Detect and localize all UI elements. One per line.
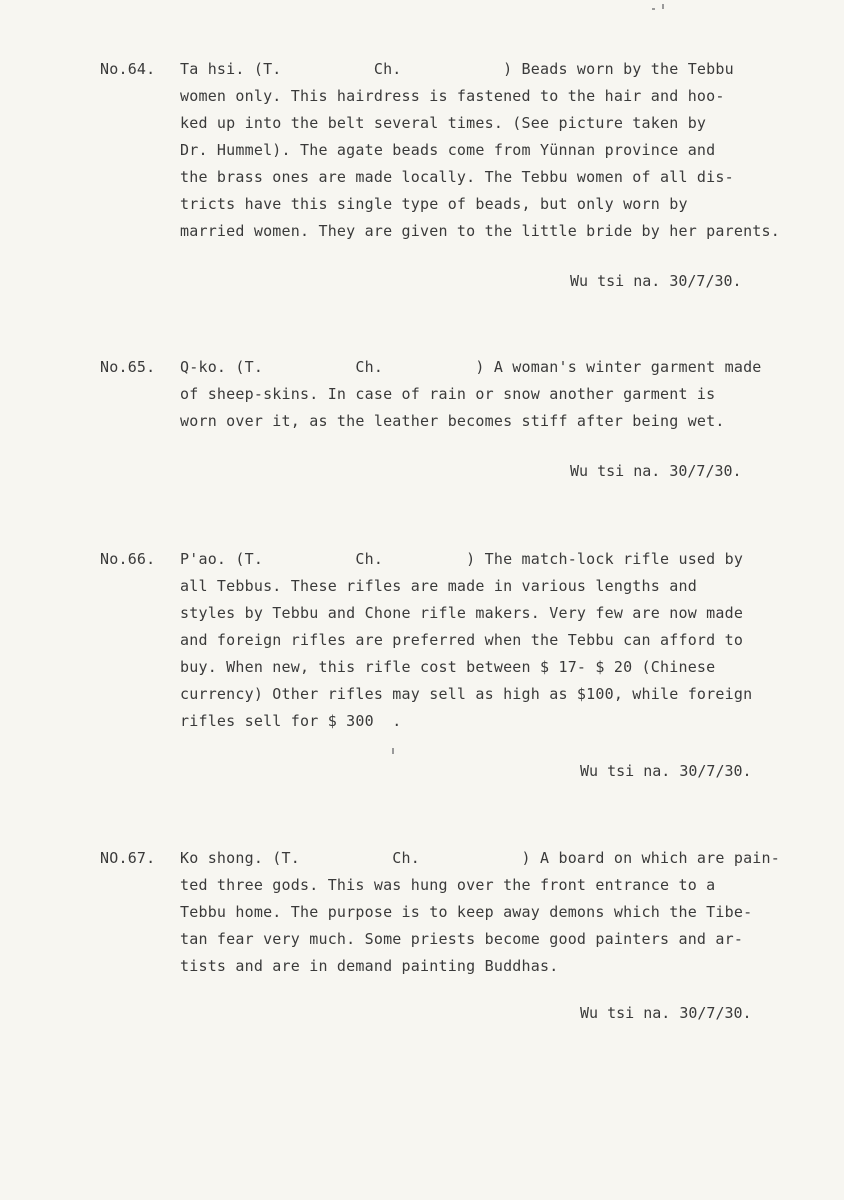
entry-number: NO.67. xyxy=(100,849,156,867)
entry-line: tricts have this single type of beads, but only worn by xyxy=(180,195,688,213)
entry-line: Q-ko. (T. Ch. ) A woman's winter garment made xyxy=(180,358,762,376)
entry-line: buy. When new, this rifle cost between $ 17- $ 20 (Chinese xyxy=(180,658,716,676)
entry-line: ked up into the belt several times. (See picture taken by xyxy=(180,114,707,132)
entry-line: Dr. Hummel). The agate beads come from Yünnan province and xyxy=(180,141,716,159)
entry-line: currency) Other rifles may sell as high as $100, while foreign xyxy=(180,685,753,703)
entry-line: the brass ones are made locally. The Tebbu women of all dis- xyxy=(180,168,734,186)
entry-line: and foreign rifles are preferred when the Tebbu can afford to xyxy=(180,631,744,649)
entry-number: No.64. xyxy=(100,60,156,78)
entry-line: all Tebbus. These rifles are made in various lengths and xyxy=(180,577,697,595)
entry-line: rifles sell for $ 300 . xyxy=(180,712,402,730)
entry-line: Tebbu home. The purpose is to keep away demons which the Tibe- xyxy=(180,903,753,921)
paper-speck xyxy=(652,8,655,10)
paper-speck xyxy=(392,748,394,754)
entry-signature: Wu tsi na. 30/7/30. xyxy=(570,272,742,290)
entry-line: P'ao. (T. Ch. ) The match-lock rifle used by xyxy=(180,550,744,568)
entry-line: women only. This hairdress is fastened to the hair and hoo- xyxy=(180,87,725,105)
entry-line: Ta hsi. (T. Ch. ) Beads worn by the Tebbu xyxy=(180,60,734,78)
entry-line: Ko shong. (T. Ch. ) A board on which are pain- xyxy=(180,849,780,867)
entry-signature: Wu tsi na. 30/7/30. xyxy=(570,462,742,480)
entry-signature: Wu tsi na. 30/7/30. xyxy=(580,762,752,780)
entry-number: No.66. xyxy=(100,550,156,568)
entry-line: styles by Tebbu and Chone rifle makers. Very few are now made xyxy=(180,604,744,622)
entry-line: worn over it, as the leather becomes stiff after being wet. xyxy=(180,412,725,430)
entry-line: of sheep-skins. In case of rain or snow another garment is xyxy=(180,385,716,403)
paper-speck xyxy=(662,4,664,9)
entry-line: tan fear very much. Some priests become good painters and ar- xyxy=(180,930,744,948)
entry-number: No.65. xyxy=(100,358,156,376)
entry-signature: Wu tsi na. 30/7/30. xyxy=(580,1004,752,1022)
entry-line: tists and are in demand painting Buddhas. xyxy=(180,957,559,975)
entry-line: ted three gods. This was hung over the front entrance to a xyxy=(180,876,716,894)
entry-line: married women. They are given to the little bride by her parents. xyxy=(180,222,780,240)
